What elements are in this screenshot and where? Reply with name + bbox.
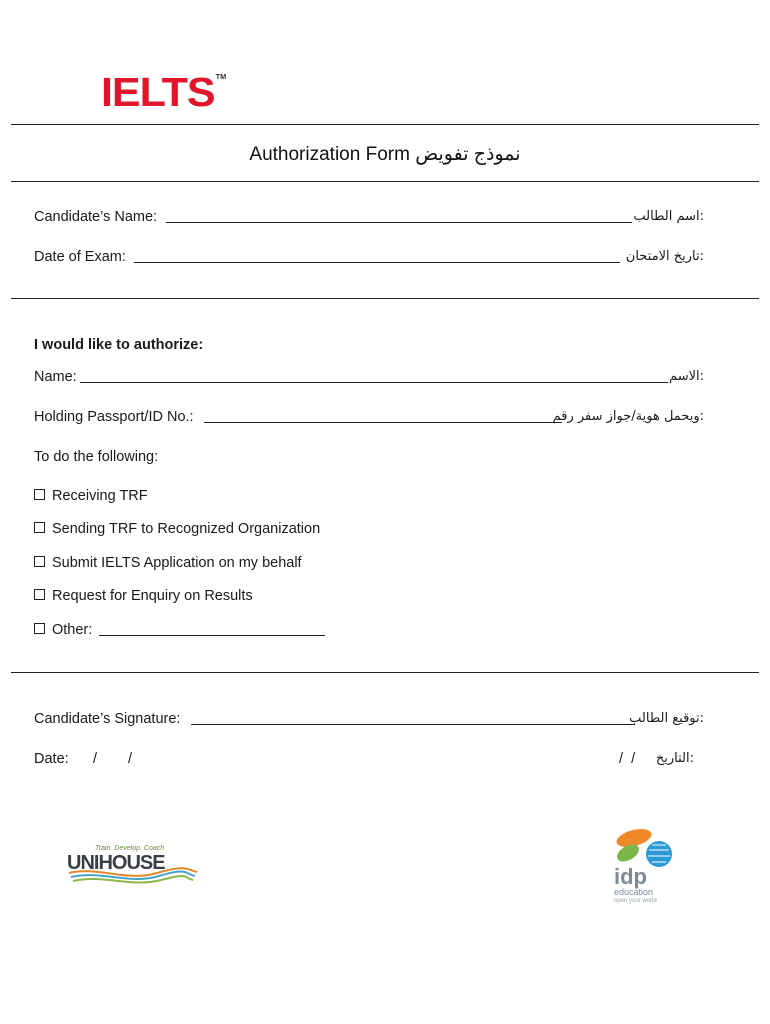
idp-logo xyxy=(608,826,680,904)
date-row xyxy=(34,750,704,770)
authorized-name-label: Name: xyxy=(34,369,77,385)
candidate-name-label: Candidate’s Name: xyxy=(34,209,158,225)
checkbox[interactable] xyxy=(34,489,45,500)
ielts-logo-text: IELTS xyxy=(101,69,215,115)
option-label: Other: xyxy=(52,622,93,638)
signature-label: Candidate’s Signature: xyxy=(34,711,181,727)
form-title: Authorization Form نموذج تفويض xyxy=(249,144,521,165)
unihouse-logo-graphic xyxy=(67,840,199,886)
ielts-logo-tm: TM xyxy=(215,74,227,81)
divider-middle xyxy=(11,298,759,299)
authorize-heading: I would like to authorize: xyxy=(34,337,204,353)
exam-date-label-ar: :تاريخ الامتحان xyxy=(625,249,704,264)
date-label-ar: :التاريخ xyxy=(655,751,694,766)
unihouse-tagline: Train. Develop. Coach xyxy=(95,845,165,852)
unihouse-logo xyxy=(67,840,199,886)
option-label: Sending TRF to Recognized Organization xyxy=(52,521,321,537)
date-label: Date: xyxy=(34,751,69,767)
passport-label-ar: :ويحمل هوية/جواز سفر رقم xyxy=(552,409,704,424)
option-label: Request for Enquiry on Results xyxy=(52,588,253,604)
option-sending-trf[interactable] xyxy=(34,520,320,538)
passport-row xyxy=(34,408,704,428)
candidate-name-row xyxy=(34,208,704,228)
authorized-name-field[interactable] xyxy=(80,368,668,383)
authorized-name-label-ar: :الاسم xyxy=(669,369,704,384)
date-separator-ar: / / xyxy=(619,751,636,767)
passport-field[interactable] xyxy=(204,408,562,423)
signature-field[interactable] xyxy=(191,710,635,725)
option-label: Submit IELTS Application on my behalf xyxy=(52,555,302,571)
candidate-name-label-ar: :اسم الطالب xyxy=(633,209,704,224)
idp-wordmark: idp xyxy=(614,864,647,889)
option-enquiry-results[interactable] xyxy=(34,587,253,605)
exam-date-label: Date of Exam: xyxy=(34,249,126,265)
signature-label-ar: :توقيع الطالب xyxy=(629,711,704,726)
todo-label: To do the following: xyxy=(34,449,159,465)
passport-label: Holding Passport/ID No.: xyxy=(34,409,194,425)
date-separator: / xyxy=(93,751,98,767)
other-field[interactable] xyxy=(99,621,325,636)
checkbox[interactable] xyxy=(34,623,45,634)
exam-date-row xyxy=(34,248,704,268)
ielts-logo xyxy=(101,69,227,115)
option-label: Receiving TRF xyxy=(52,488,148,504)
idp-sub: education xyxy=(614,887,654,897)
exam-date-field[interactable] xyxy=(134,248,620,263)
option-submit-application[interactable] xyxy=(34,554,302,572)
checkbox[interactable] xyxy=(34,556,45,567)
divider-top xyxy=(11,124,759,125)
idp-logo-graphic xyxy=(608,826,680,904)
divider-bottom xyxy=(11,672,759,673)
unihouse-wordmark: UNIHOUSE xyxy=(67,852,165,874)
option-receiving-trf[interactable] xyxy=(34,487,148,505)
checkbox[interactable] xyxy=(34,589,45,600)
date-separator: / xyxy=(128,751,133,767)
checkbox[interactable] xyxy=(34,522,45,533)
signature-row xyxy=(34,710,704,730)
candidate-name-field[interactable] xyxy=(166,208,632,223)
option-other[interactable] xyxy=(34,621,334,641)
divider-title xyxy=(11,181,759,182)
authorized-name-row xyxy=(34,368,704,388)
idp-tagline: open your world xyxy=(614,898,657,904)
